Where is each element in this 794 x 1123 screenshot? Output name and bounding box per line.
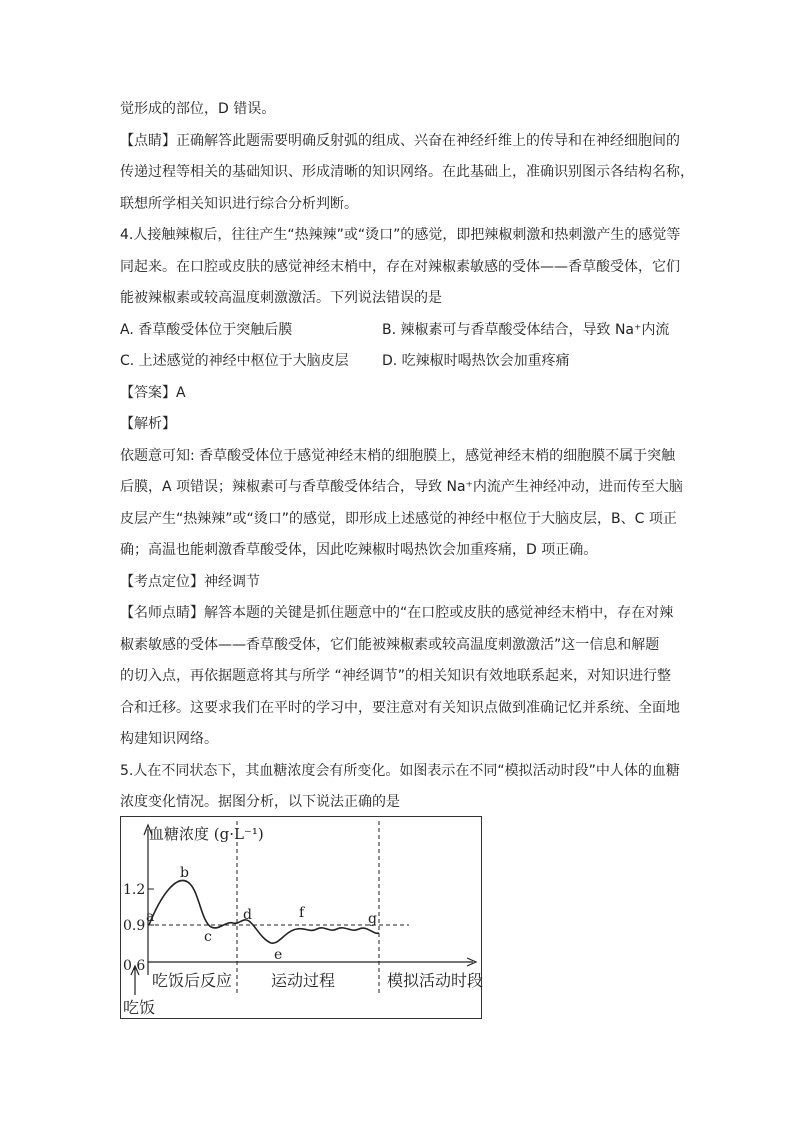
point-label-e: e (274, 947, 283, 963)
glucose-curve (149, 881, 379, 944)
figure-svg (121, 817, 483, 1020)
point-label-b: b (180, 865, 189, 881)
topic-line: 【考点定位】神经调节 (120, 573, 260, 590)
option-c: C. 上述感觉的神经中枢位于大脑皮层 (120, 353, 349, 369)
text-line: 【点睛】正确解答此题需要明确反射弧的组成、兴奋在神经纤维上的传导和在神经细胞间的 (120, 132, 680, 149)
options-row-2 (120, 346, 680, 378)
point-label-d: d (243, 907, 252, 923)
option-d: D. 吃辣椒时喝热饮会加重疼痛 (382, 353, 570, 369)
analysis-heading: 【解析】 (120, 416, 176, 432)
point-label-c: c (204, 929, 212, 945)
document-page (120, 94, 694, 819)
point-label-f: f (299, 905, 305, 921)
comment-line: 合和迁移。这要求我们在平时的学习中，要注意对有关知识点做到准确记忆并系统、全面地 (120, 699, 680, 716)
text-line: 联想所学相关知识进行综合分析判断。 (120, 195, 358, 212)
analysis-line: 确；高温也能刺激香草酸受体，因此吃辣椒时喝热饮会加重疼痛，D 项正确。 (120, 542, 598, 558)
y-tick-label: 0.6 (123, 958, 146, 974)
point-label-g: g (368, 911, 377, 927)
question-4-line: 同起来。在口腔或皮肤的感觉神经末梢中，存在对辣椒素敏感的受体——香草酸受体，它们 (120, 258, 680, 275)
y-tick-label: 0.9 (123, 918, 146, 934)
comment-line: 构建知识网络。 (120, 731, 218, 747)
y-tick-label: 1.2 (123, 882, 146, 898)
analysis-line: 依题意可知: 香草酸受体位于感觉神经末梢的细胞膜上，感觉神经末梢的细胞膜不属于突触 (120, 447, 676, 464)
phase-label-eating: 吃饭后反应 (152, 971, 233, 990)
option-a: A. 香草酸受体位于突触后膜 (120, 321, 293, 338)
question-5-line: 浓度变化情况。据图分析，以下说法正确的是 (120, 794, 400, 810)
question-4-line: 4.人接触辣椒后，往往产生“热辣辣”或“烫口”的感觉，即把辣椒刺激和热刺激产生的感觉等 (120, 227, 681, 243)
option-b: B. 辣椒素可与香草酸受体结合，导致 Na⁺内流 (382, 321, 670, 338)
analysis-line: 皮层产生“热辣辣”或“烫口”的感觉，即形成上述感觉的神经中枢位于大脑皮层，B、C 项正 (120, 510, 677, 527)
text-line: 觉形成的部位，D 错误。 (120, 101, 276, 117)
analysis-line: 后膜，A 项错误；辣椒素可与香草酸受体结合，导致 Na⁺内流产生神经冲动，进而传至大脑 (120, 479, 683, 495)
y-axis-label: 血糖浓度 (g·L⁻¹) (149, 825, 264, 843)
text-line: 传递过程等相关的基础知识、形成清晰的知识网络。在此基础上，准确识别图示各结构名称， (120, 164, 694, 180)
question-4-line: 能被辣椒素或较高温度刺激激活。下列说法错误的是 (120, 290, 442, 306)
comment-line: 的切入点，再依据题意将其与所学 “神经调节”的相关知识有效地联系起来，对知识进行整 (120, 668, 671, 684)
answer-line: 【答案】A (120, 384, 186, 401)
options-row-1 (120, 315, 680, 347)
point-label-a: a (146, 909, 155, 925)
x-axis-label: 模拟活动时段 (387, 971, 483, 990)
question-5-line: 5.人在不同状态下，其血糖浓度会有所变化。如图表示在不同“模拟活动时段”中人体的血糖 (120, 762, 680, 779)
start-label: 吃饭 (123, 998, 156, 1017)
phase-label-exercise: 运动过程 (271, 971, 336, 990)
blood-glucose-figure (120, 816, 482, 1019)
comment-line: 椒素敏感的受体——香草酸受体，它们能被辣椒素或较高温度刺激激活”这一信息和解题 (120, 636, 660, 653)
comment-line: 【名师点睛】解答本题的关键是抓住题意中的“在口腔或皮肤的感觉神经末梢中，存在对辣 (120, 605, 674, 621)
